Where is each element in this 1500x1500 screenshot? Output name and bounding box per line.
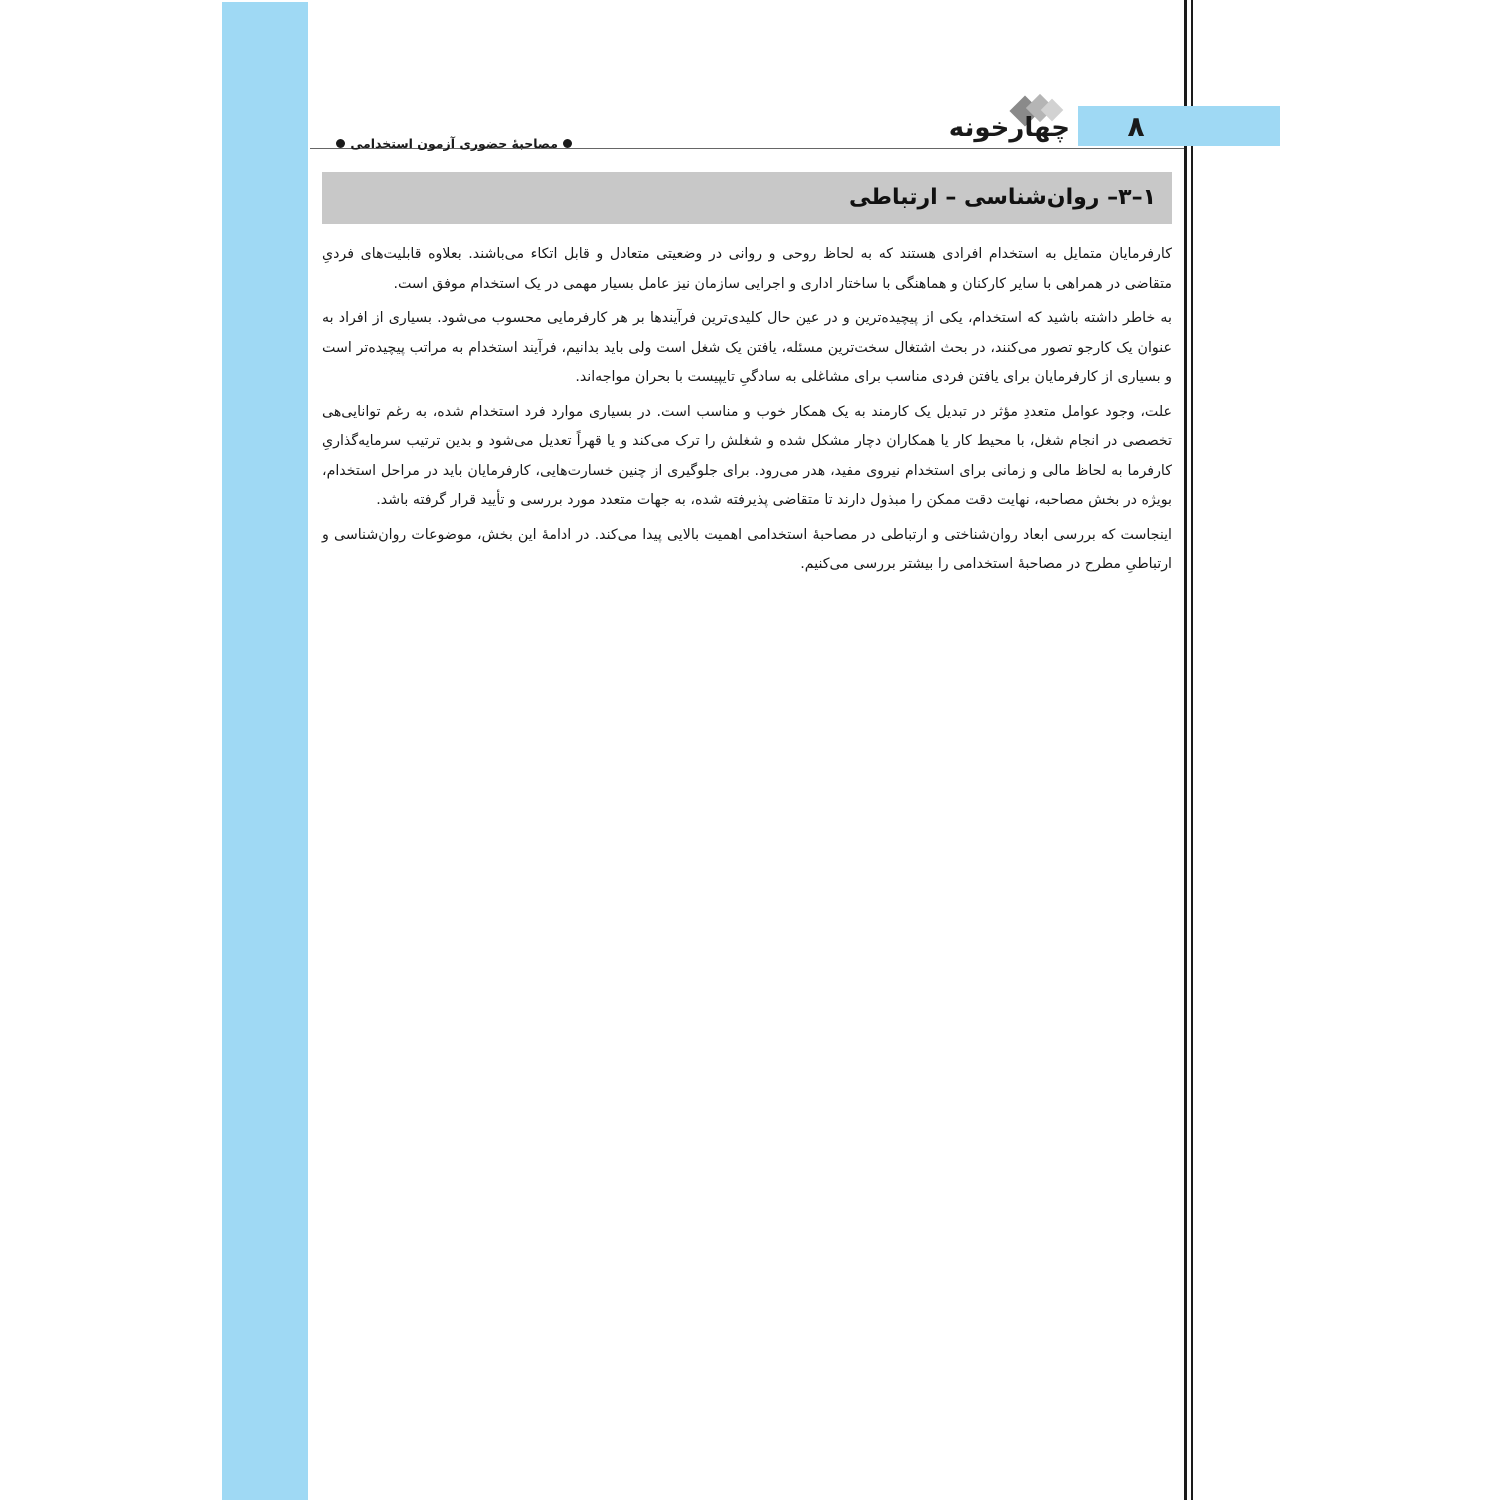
- spine-line: [1191, 0, 1193, 1500]
- bullet-icon: [336, 139, 345, 148]
- bullet-icon: [563, 139, 572, 148]
- page-number: ۸: [1127, 110, 1145, 143]
- paragraph: کارفرمایان متمایل به استخدام افرادی هستند که به لحاظ روحی و روانی در وضعیتی متعادل و قابل اتکاء می‌باشند. بعلاوه قابلیت‌های فردیِ متقاضی در همراهی با سایر کارکنان و هماهنگی با ساختار اداری و اجرایی سازمان نیز عامل بسیار مهمی در یک استخدام موفق است.: [322, 246, 1172, 292]
- paragraph: اینجاست که بررسی ابعاد روان‌شناختی و ارتباطی در مصاحبهٔ استخدامی اهمیت بالایی پیدا می‌کند. در ادامهٔ این بخش، موضوعات روان‌شناسی و ارتباطیِ مطرح در مصاحبهٔ استخدامی را بیشتر بررسی می‌کنیم.: [322, 526, 1172, 572]
- paragraph: علت، وجود عوامل متعددِ مؤثر در تبدیل یک کارمند به یک همکار خوب و مناسب است. در بسیاری موارد فرد استخدام شده، به رغم توانایی‌هی تخصصی در انجام شغل، با محیط کار یا همکاران دچار مشکل شده و شغلش را ترک می‌کند و یا قهراً تعدیل می‌شود و بدین ترتیب سرمایه‌گذاریِ کارفرما به لحاظ مالی و زمانی برای استخدام نیروی مفید، هدر می‌رود. برای جلوگیری از چنین خسارت‌هایی، کارفرمایان باید در مراحل استخدام، بویژه در بخش مصاحبه، نهایت دقت ممکن را مبذول دارند تا متقاضی پذیرفته شده، به جهات متعدد مورد بررسی و تأیید قرار گرفته باشد.: [322, 403, 1172, 508]
- running-title: [340, 132, 572, 154]
- spine-line: [1184, 0, 1187, 1500]
- publisher-logo: [948, 92, 1084, 152]
- left-color-stripe: [222, 2, 308, 1500]
- section-heading-bar: [322, 172, 1172, 224]
- body-text: [322, 240, 1172, 585]
- paragraph: به خاطر داشته باشید که استخدام، یکی از پیچیده‌ترین و در عین حال کلیدی‌ترین فرآیندها بر هر کارفرمایی محسوب می‌شود. بسیاری از افراد به عنوان یک کارجو تصور می‌کنند، در بحث اشتغال سخت‌ترین مسئله، یافتن یک شغل است ولی باید بدانیم، فرآیند استخدام به مراتب پیچیده‌تر است و بسیاری از کارفرمایان برای یافتن فردی مناسب برای مشاغلی به سادگیِ تایپیست با بحران مواجه‌اند.: [322, 310, 1172, 385]
- page-number-tab: [1078, 106, 1280, 146]
- section-title: ۱–۳– روان‌شناسی – ارتباطی: [849, 185, 1156, 210]
- logo-wordmark: چهارخونه: [948, 113, 1070, 143]
- running-title-text: مصاحبهٔ حضوری آزمون استخدامی: [350, 135, 558, 151]
